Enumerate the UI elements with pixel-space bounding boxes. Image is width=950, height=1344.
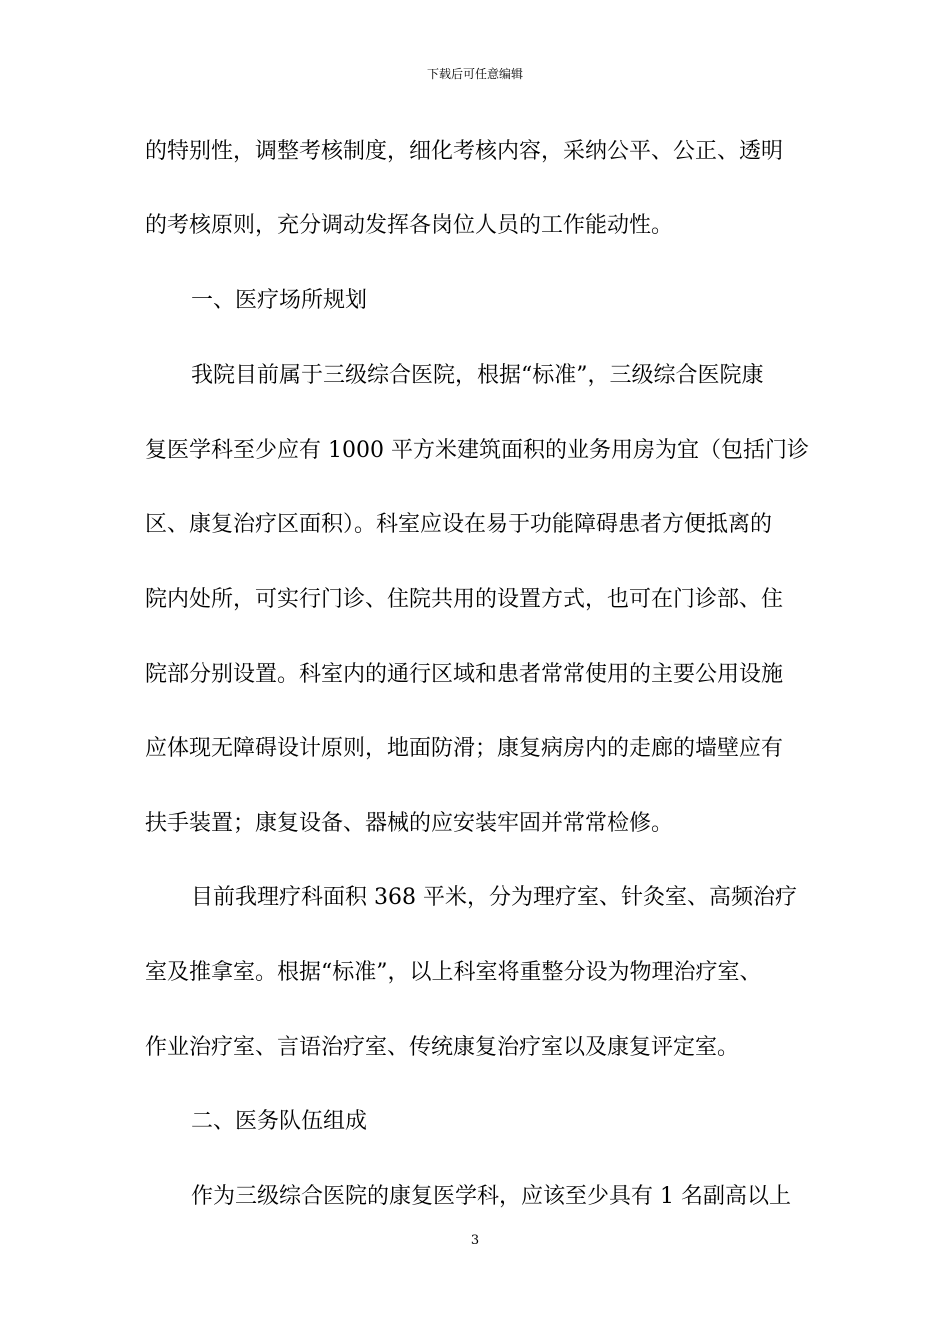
text-line: 区、康复治疗区面积）。科室应设在易于功能障碍患者方便抵离的 [145, 512, 773, 537]
section-heading-medical-team: 二、医务队伍组成 [191, 1109, 368, 1134]
page-header: 下载后可任意编辑 [426, 67, 523, 81]
text-line: 室及推拿室。根据“标准”，以上科室将重整分设为物理治疗室、 [145, 960, 762, 985]
text-line: 作为三级综合医院的康复医学科，应该至少具有 1 名副高以上 [191, 1184, 791, 1209]
text-line: 复医学科至少应有 1000 平方米建筑面积的业务用房为宜（包括门诊 [145, 438, 809, 463]
page-number: 3 [470, 1233, 480, 1248]
text-line: 扶手装置；康复设备、器械的应安装牢固并常常检修。 [145, 811, 674, 836]
text-line: 院部分别设置。科室内的通行区域和患者常常使用的主要公用设施 [145, 662, 784, 687]
text-line: 应体现无障碍设计原则，地面防滑；康复病房内的走廊的墙壁应有 [145, 736, 784, 761]
text-line: 的考核原则，充分调动发挥各岗位人员的工作能动性。 [145, 213, 674, 238]
text-line: 我院目前属于三级综合医院，根据“标准”，三级综合医院康 [191, 363, 764, 388]
text-line: 院内处所，可实行门诊、住院共用的设置方式，也可在门诊部、住 [145, 587, 784, 612]
section-heading-site-planning: 一、医疗场所规划 [191, 288, 368, 313]
text-line: 的特别性，调整考核制度，细化考核内容，采纳公平、公正、透明 [145, 139, 784, 164]
text-line: 作业治疗室、言语治疗室、传统康复治疗室以及康复评定室。 [145, 1035, 740, 1060]
text-line: 目前我理疗科面积 368 平米，分为理疗室、针灸室、高频治疗 [191, 885, 797, 910]
